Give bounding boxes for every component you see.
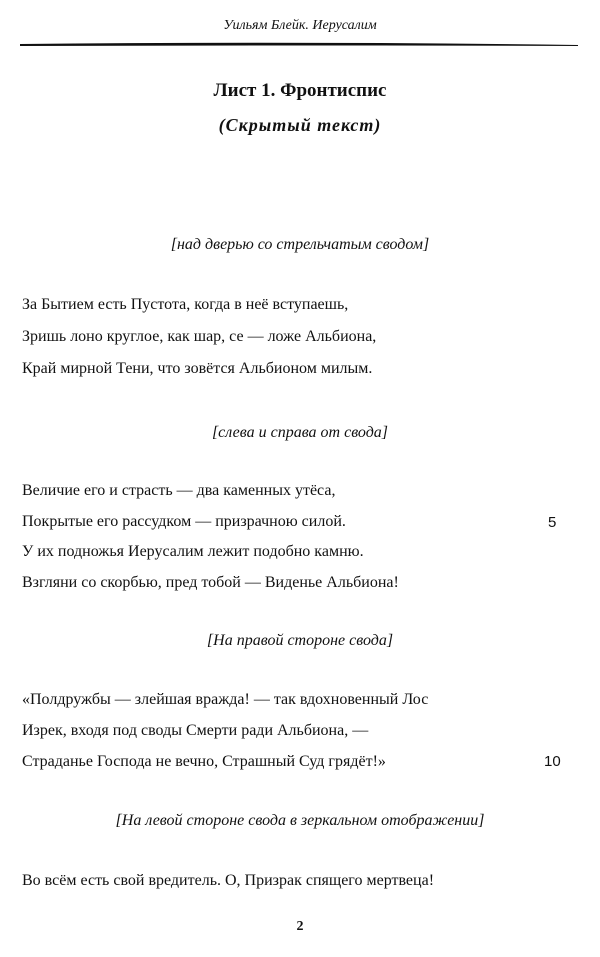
stage-direction: [над дверью со стрельчатым сводом] (170, 236, 430, 253)
page-number: 2 (296, 919, 304, 934)
verse-line: Изрек, входя под своды Смерти ради Альбиона, — (22, 722, 369, 739)
verse-line: Во всём есть свой вредитель. О, Призрак спящего мертвеца! (22, 872, 435, 889)
verse-line: Страданье Господа не вечно, Страшный Суд грядёт!» (22, 753, 386, 770)
verse-line: За Бытием есть Пустота, когда в неё вступаешь, (22, 296, 349, 313)
verse-line: «Полдружбы — злейшая вражда! — так вдохновенный Лос (22, 691, 429, 708)
stage-direction: [На правой стороне свода] (206, 632, 394, 649)
verse-line: Зришь лоно круглое, как шар, се — ложе Альбиона, (22, 328, 377, 345)
verse-line: Край мирной Тени, что зовётся Альбионом милым. (22, 360, 373, 377)
verse-line: У их подножья Иерусалим лежит подобно камню. (22, 543, 364, 560)
verse-line: Покрытые его рассудком — призрачною силой. (22, 513, 346, 530)
plate-subtitle: (Скрытый текст) (218, 115, 382, 135)
verse-line: Взгляни со скорбью, пред тобой — Виденье Альбиона! (22, 574, 399, 591)
header-rule (0, 36, 600, 52)
line-number: 5 (548, 514, 557, 531)
stage-direction: [На левой стороне свода в зеркальном отображении] (115, 812, 485, 829)
plate-title: Лист 1. Фронтиспис (213, 80, 387, 101)
stage-direction: [слева и справа от свода] (211, 424, 389, 441)
verse-line: Величие его и страсть — два каменных утёса, (22, 482, 336, 499)
line-number: 10 (544, 753, 561, 770)
running-head: Уильям Блейк. Иерусалим (223, 18, 377, 33)
